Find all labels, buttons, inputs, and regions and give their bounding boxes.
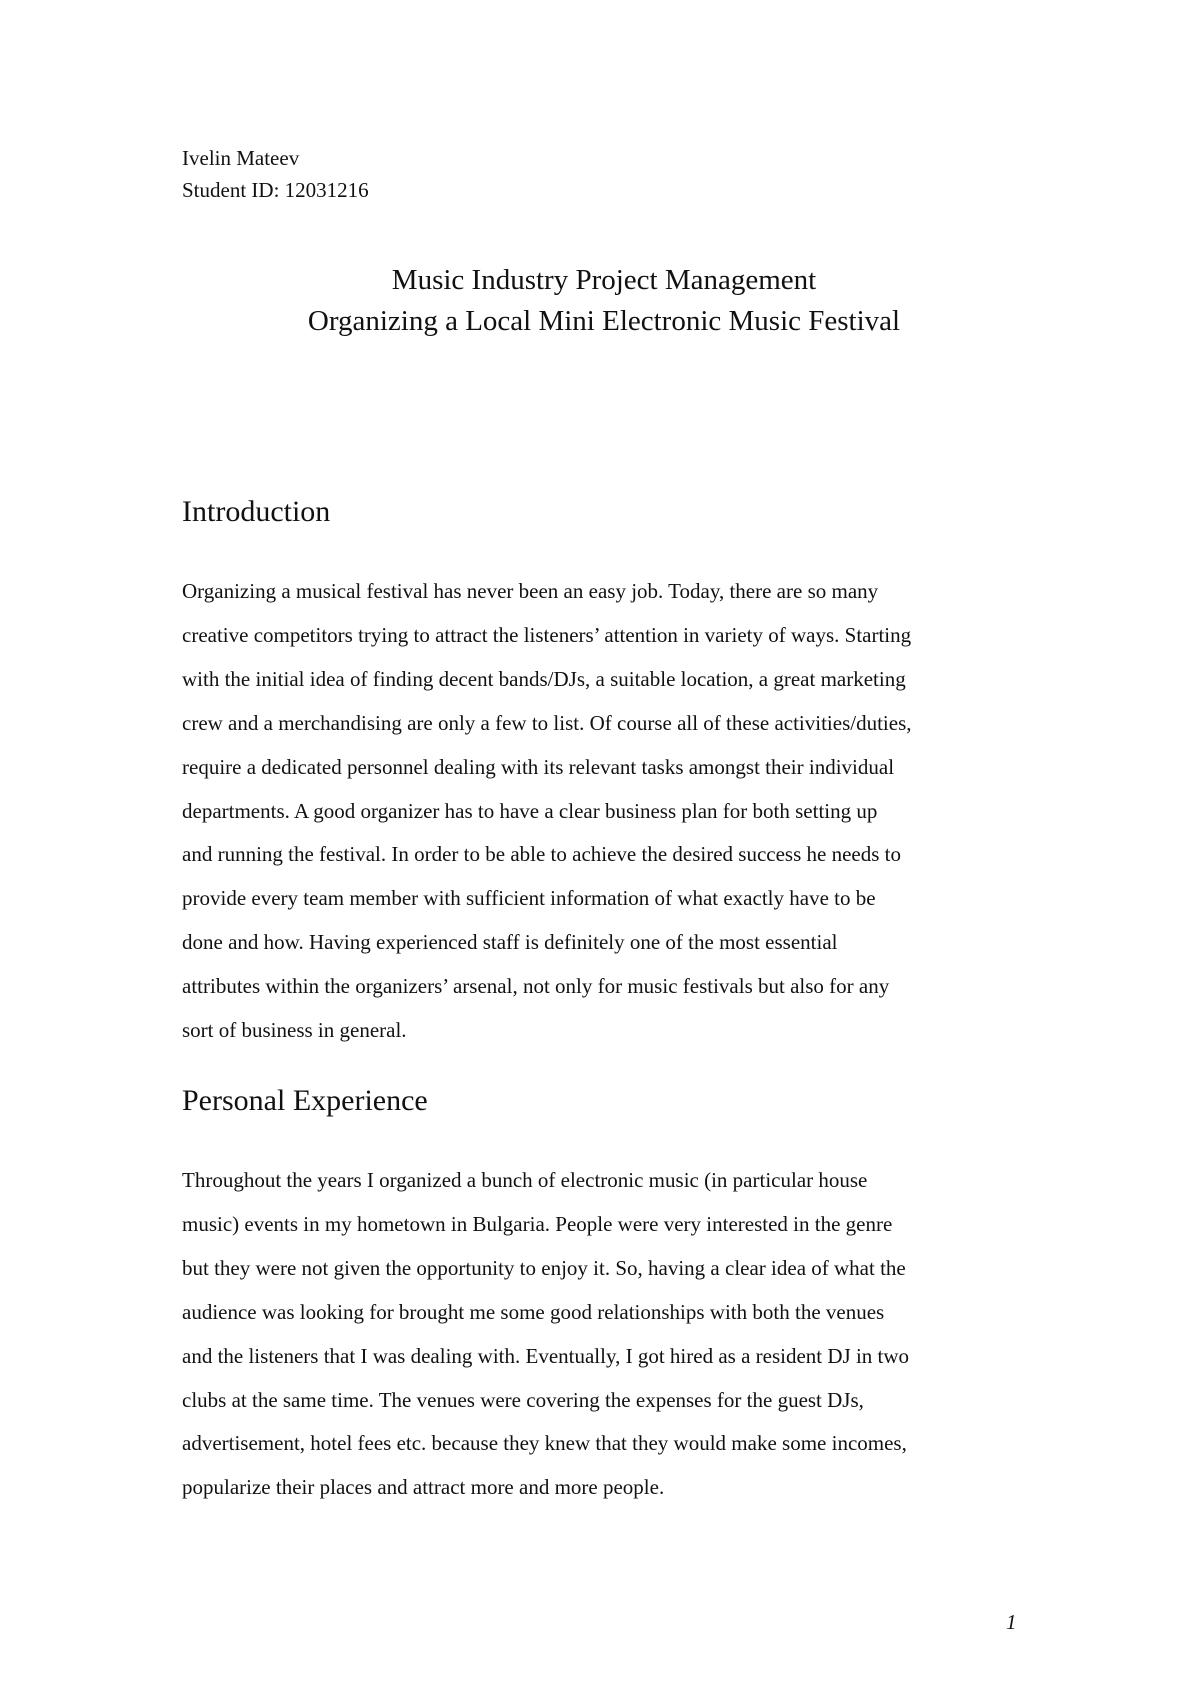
paragraph-line: clubs at the same time. The venues were covering the expenses for the guest DJs, <box>182 1387 864 1412</box>
paragraph-line: departments. A good organizer has to have a clear business plan for both setting up <box>182 798 878 823</box>
paragraph-line: popularize their places and attract more and more people. <box>182 1475 665 1500</box>
section-heading-introduction: Introduction <box>182 495 331 528</box>
paragraph-line: attributes within the organizers’ arsenal, not only for music festivals but also for any <box>182 974 890 999</box>
paragraph-line: done and how. Having experienced staff is definitely one of the most essential <box>182 930 838 955</box>
student-id: Student ID: 12031216 <box>182 178 369 202</box>
title-line-1: Music Industry Project Management <box>391 264 817 296</box>
section-personal-experience <box>182 1083 1022 1510</box>
document-title <box>0 260 1200 342</box>
paragraph-line: crew and a merchandising are only a few to list. Of course all of these activities/duties, <box>182 710 912 735</box>
title-line-2: Organizing a Local Mini Electronic Music Festival <box>307 305 901 337</box>
section-paragraph-personal-experience <box>182 1159 1022 1510</box>
section-heading-personal-experience: Personal Experience <box>182 1084 428 1117</box>
section-paragraph-introduction <box>182 570 1022 1053</box>
paragraph-line: with the initial idea of finding decent bands/DJs, a suitable location, a great marketing <box>182 666 906 691</box>
paragraph-line: Throughout the years I organized a bunch of electronic music (in particular house <box>182 1168 868 1192</box>
author-name: Ivelin Mateev <box>182 146 300 170</box>
author-block <box>182 142 369 206</box>
paragraph-line: audience was looking for brought me some good relationships with both the venues <box>182 1299 885 1324</box>
paragraph-line: Organizing a musical festival has never been an easy job. Today, there are so many <box>182 579 879 603</box>
paragraph-line: and running the festival. In order to be able to achieve the desired success he needs to <box>182 842 901 867</box>
paragraph-line: music) events in my hometown in Bulgaria. People were very interested in the genre <box>182 1211 893 1236</box>
paragraph-line: but they were not given the opportunity to enjoy it. So, having a clear idea of what the <box>182 1255 906 1280</box>
paragraph-line: advertisement, hotel fees etc. because they knew that they would make some incomes, <box>182 1431 907 1456</box>
paragraph-line: creative competitors trying to attract the listeners’ attention in variety of ways. Starting <box>182 622 912 647</box>
paragraph-line: require a dedicated personnel dealing with its relevant tasks amongst their individual <box>182 754 895 779</box>
paragraph-line: sort of business in general. <box>182 1018 407 1043</box>
paragraph-line: and the listeners that I was dealing with. Eventually, I got hired as a resident DJ in two <box>182 1343 910 1368</box>
section-introduction <box>182 494 1022 1053</box>
paragraph-line: provide every team member with sufficient information of what exactly have to be <box>182 886 876 911</box>
page-number: 1 <box>1006 1610 1017 1634</box>
